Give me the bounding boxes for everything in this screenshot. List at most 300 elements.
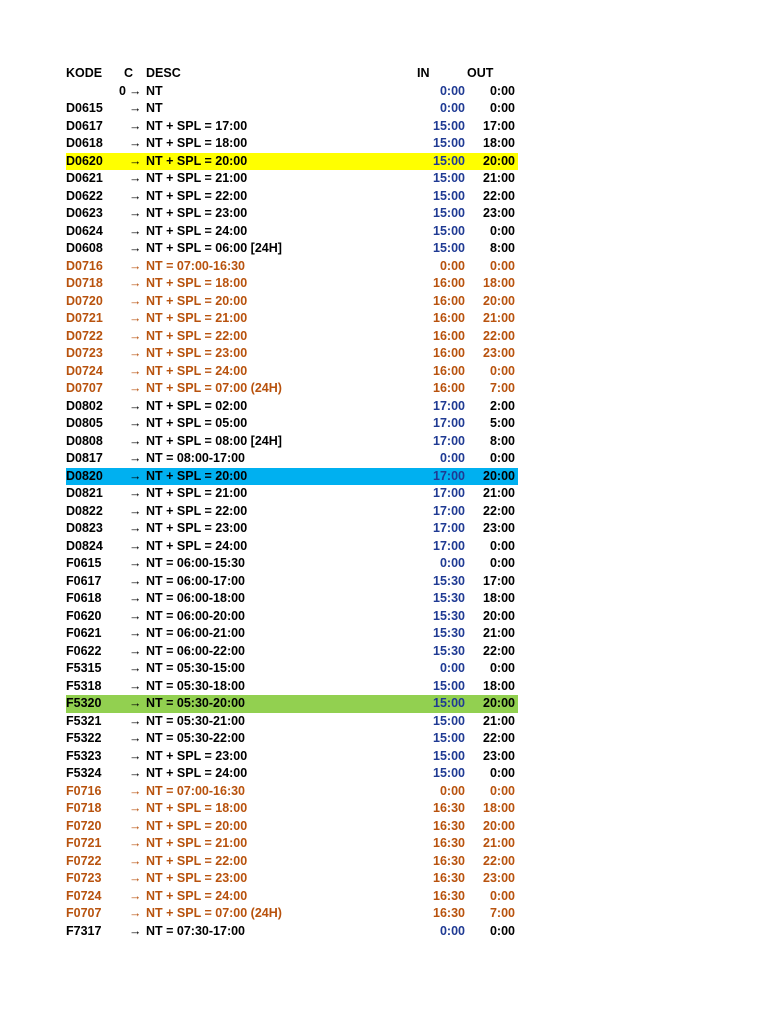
- in-time-cell: 0:00: [439, 923, 465, 938]
- out-time-cell: 22:00: [483, 853, 515, 868]
- out-time-cell: 0:00: [489, 766, 515, 780]
- desc-cell: NT + SPL = 24:00: [146, 538, 248, 553]
- out-time-cell: 0:00: [489, 451, 515, 465]
- desc-cell: NT = 05:30-20:00: [146, 696, 246, 710]
- out-time-cell: 7:00: [489, 381, 515, 395]
- in-time-cell: 0:00: [439, 783, 465, 798]
- in-time-cell: 16:30: [433, 853, 465, 868]
- out-time-cell: 18:00: [483, 591, 515, 605]
- header-in: IN: [417, 66, 430, 80]
- desc-cell: NT + SPL = 24:00: [146, 766, 248, 780]
- in-time-cell: 16:30: [433, 818, 465, 833]
- table-row: [66, 468, 518, 486]
- desc-cell: NT + SPL = 21:00: [146, 486, 248, 500]
- in-time-cell: 15:00: [433, 241, 465, 255]
- in-time-cell: 15:00: [433, 136, 465, 150]
- desc-cell: NT + SPL = 23:00: [146, 206, 248, 220]
- arrow-right-icon: →: [129, 626, 142, 640]
- out-time-cell: 0:00: [489, 783, 515, 798]
- table-row: [66, 800, 518, 818]
- arrow-right-icon: →: [129, 906, 142, 920]
- in-time-cell: 15:00: [433, 188, 465, 203]
- kode-cell: F5324: [66, 766, 102, 780]
- desc-cell: NT + SPL = 22:00: [146, 328, 248, 343]
- in-time-cell: 0:00: [439, 451, 465, 465]
- kode-cell: D0622: [66, 188, 103, 203]
- table-row: [66, 555, 518, 573]
- in-time-cell: 15:00: [433, 713, 465, 728]
- out-time-cell: 8:00: [489, 241, 515, 255]
- kode-cell: F0615: [66, 556, 102, 570]
- arrow-right-icon: →: [129, 346, 142, 360]
- out-time-cell: 8:00: [489, 433, 515, 448]
- arrow-right-icon: →: [129, 538, 142, 553]
- arrow-right-icon: →: [129, 731, 142, 745]
- table-row: [66, 608, 518, 626]
- arrow-right-icon: →: [129, 696, 142, 710]
- desc-cell: NT + SPL = 17:00: [146, 118, 248, 133]
- in-time-cell: 15:00: [433, 171, 465, 185]
- in-time-cell: 16:00: [433, 381, 465, 395]
- table-row: [66, 888, 518, 906]
- out-time-cell: 21:00: [483, 311, 515, 325]
- table-row: [66, 258, 518, 276]
- table-row: [66, 415, 518, 433]
- in-time-cell: 16:00: [433, 363, 465, 378]
- kode-cell: D0805: [66, 416, 103, 430]
- table-row: [66, 310, 518, 328]
- arrow-right-icon: →: [129, 206, 142, 220]
- out-time-cell: 17:00: [483, 573, 515, 588]
- in-time-cell: 16:30: [433, 888, 465, 903]
- desc-cell: NT + SPL = 05:00: [146, 416, 248, 430]
- desc-cell: NT = 06:00-22:00: [146, 643, 246, 658]
- arrow-right-icon: →: [129, 276, 142, 290]
- out-time-cell: 0:00: [489, 923, 515, 938]
- in-time-cell: 15:00: [433, 678, 465, 693]
- in-time-cell: 0:00: [439, 83, 465, 98]
- in-time-cell: 0:00: [439, 556, 465, 570]
- desc-cell: NT = 07:30-17:00: [146, 923, 246, 938]
- arrow-right-icon: →: [129, 661, 142, 675]
- desc-cell: NT + SPL = 23:00: [146, 871, 248, 885]
- arrow-right-icon: →: [129, 836, 142, 850]
- arrow-right-icon: →: [129, 923, 142, 938]
- desc-cell: NT = 06:00-15:30: [146, 556, 246, 570]
- out-time-cell: 21:00: [483, 486, 515, 500]
- arrow-right-icon: →: [129, 258, 142, 273]
- kode-cell: F5320: [66, 696, 102, 710]
- table-row: [66, 853, 518, 871]
- out-time-cell: 22:00: [483, 328, 515, 343]
- table-row: [66, 678, 518, 696]
- out-time-cell: 0:00: [489, 223, 515, 238]
- in-time-cell: 15:00: [433, 696, 465, 710]
- in-time-cell: 16:00: [433, 293, 465, 308]
- out-time-cell: 18:00: [483, 801, 515, 815]
- table-row: [66, 118, 518, 136]
- out-time-cell: 23:00: [483, 206, 515, 220]
- kode-cell: D0721: [66, 311, 103, 325]
- arrow-right-icon: →: [129, 678, 142, 693]
- desc-cell: NT = 07:00-16:30: [146, 258, 246, 273]
- in-time-cell: 15:30: [433, 591, 465, 605]
- desc-cell: NT + SPL = 22:00: [146, 853, 248, 868]
- in-time-cell: 16:00: [433, 346, 465, 360]
- arrow-right-icon: →: [129, 591, 142, 605]
- out-time-cell: 0:00: [489, 363, 515, 378]
- out-time-cell: 5:00: [489, 416, 515, 430]
- arrow-right-icon: →: [129, 118, 142, 133]
- in-time-cell: 0:00: [439, 258, 465, 273]
- kode-cell: F0716: [66, 783, 102, 798]
- kode-cell: D0722: [66, 328, 103, 343]
- table-row: [66, 643, 518, 661]
- kode-cell: D0624: [66, 223, 103, 238]
- table-row: [66, 328, 518, 346]
- table-row: [66, 205, 518, 223]
- arrow-right-icon: →: [129, 153, 142, 168]
- out-time-cell: 23:00: [483, 346, 515, 360]
- table-row: [66, 695, 518, 713]
- header-c: C: [124, 66, 134, 80]
- table-row: [66, 223, 518, 241]
- arrow-right-icon: →: [129, 486, 142, 500]
- table-row: [66, 923, 518, 941]
- kode-cell: F0621: [66, 626, 102, 640]
- table-row: [66, 380, 518, 398]
- kode-cell: D0808: [66, 433, 103, 448]
- table-row: [66, 818, 518, 836]
- kode-cell: D0822: [66, 503, 103, 518]
- desc-cell: NT + SPL = 23:00: [146, 346, 248, 360]
- in-time-cell: 15:00: [433, 748, 465, 763]
- table-row: [66, 450, 518, 468]
- arrow-right-icon: →: [129, 188, 142, 203]
- kode-cell: F0707: [66, 906, 102, 920]
- table-row: [66, 520, 518, 538]
- header-out: OUT: [467, 66, 494, 80]
- desc-cell: NT + SPL = 22:00: [146, 503, 248, 518]
- table-row: [66, 748, 518, 766]
- kode-cell: F0617: [66, 573, 102, 588]
- table-row: [66, 783, 518, 801]
- arrow-right-icon: →: [129, 521, 142, 535]
- in-time-cell: 15:00: [433, 766, 465, 780]
- out-time-cell: 0:00: [489, 538, 515, 553]
- arrow-right-icon: →: [129, 713, 142, 728]
- arrow-right-icon: →: [129, 468, 142, 483]
- arrow-right-icon: →: [129, 223, 142, 238]
- desc-cell: NT + SPL = 23:00: [146, 521, 248, 535]
- kode-cell: F0722: [66, 853, 102, 868]
- kode-cell: F0723: [66, 871, 102, 885]
- arrow-right-icon: →: [129, 818, 142, 833]
- arrow-right-icon: →: [129, 241, 142, 255]
- out-time-cell: 22:00: [483, 731, 515, 745]
- header-kode: KODE: [66, 66, 103, 80]
- kode-cell: D0618: [66, 136, 103, 150]
- arrow-right-icon: →: [129, 573, 142, 588]
- kode-cell: D0821: [66, 486, 103, 500]
- arrow-right-icon: →: [129, 888, 142, 903]
- in-time-cell: 15:00: [433, 223, 465, 238]
- out-time-cell: 0:00: [489, 258, 515, 273]
- kode-cell: F5322: [66, 731, 102, 745]
- desc-cell: NT + SPL = 21:00: [146, 311, 248, 325]
- table-row: [66, 83, 518, 101]
- in-time-cell: 15:30: [433, 626, 465, 640]
- kode-cell: D0820: [66, 468, 103, 483]
- table-row: [66, 345, 518, 363]
- in-time-cell: 17:00: [433, 521, 465, 535]
- table-row: [66, 870, 518, 888]
- arrow-right-icon: →: [129, 136, 142, 150]
- arrow-right-icon: →: [129, 643, 142, 658]
- out-time-cell: 0:00: [489, 556, 515, 570]
- table-row: [66, 398, 518, 416]
- desc-cell: NT + SPL = 20:00: [146, 293, 248, 308]
- kode-cell: F5321: [66, 713, 102, 728]
- out-time-cell: 20:00: [483, 153, 515, 168]
- table-row: [66, 433, 518, 451]
- in-time-cell: 17:00: [433, 416, 465, 430]
- out-time-cell: 21:00: [483, 171, 515, 185]
- kode-cell: F0622: [66, 643, 102, 658]
- desc-cell: NT + SPL = 21:00: [146, 171, 248, 185]
- desc-cell: NT = 07:00-16:30: [146, 783, 246, 798]
- table-row: [66, 363, 518, 381]
- arrow-right-icon: →: [129, 853, 142, 868]
- kode-cell: D0615: [66, 101, 103, 115]
- desc-cell: NT + SPL = 23:00: [146, 748, 248, 763]
- out-time-cell: 20:00: [483, 293, 515, 308]
- desc-cell: NT + SPL = 08:00 [24H]: [146, 433, 282, 448]
- kode-cell: D0724: [66, 363, 103, 378]
- out-time-cell: 17:00: [483, 118, 515, 133]
- out-time-cell: 2:00: [489, 398, 515, 413]
- out-time-cell: 18:00: [483, 276, 515, 290]
- header-desc: DESC: [146, 66, 181, 80]
- arrow-right-icon: →: [129, 381, 142, 395]
- kode-cell: D0621: [66, 171, 103, 185]
- arrow-right-icon: →: [129, 398, 142, 413]
- table-row: [66, 240, 518, 258]
- in-time-cell: 17:00: [433, 398, 465, 413]
- desc-cell: NT + SPL = 18:00: [146, 136, 248, 150]
- table-row: [66, 538, 518, 556]
- in-time-cell: 15:30: [433, 573, 465, 588]
- out-time-cell: 20:00: [483, 696, 515, 710]
- arrow-right-icon: →: [129, 293, 142, 308]
- desc-cell: NT = 06:00-20:00: [146, 608, 246, 623]
- out-time-cell: 22:00: [483, 503, 515, 518]
- arrow-right-icon: →: [129, 83, 142, 98]
- desc-cell: NT = 06:00-21:00: [146, 626, 246, 640]
- desc-cell: NT: [146, 83, 163, 98]
- out-time-cell: 20:00: [483, 608, 515, 623]
- arrow-right-icon: →: [129, 783, 142, 798]
- table-body: [66, 83, 518, 941]
- kode-cell: F0720: [66, 818, 102, 833]
- in-time-cell: 17:00: [433, 538, 465, 553]
- in-time-cell: 0:00: [439, 661, 465, 675]
- table-row: [66, 660, 518, 678]
- kode-cell: D0620: [66, 153, 103, 168]
- arrow-right-icon: →: [129, 451, 142, 465]
- desc-cell: NT = 08:00-17:00: [146, 451, 246, 465]
- desc-cell: NT + SPL = 18:00: [146, 276, 248, 290]
- out-time-cell: 20:00: [483, 818, 515, 833]
- desc-cell: NT + SPL = 07:00 (24H): [146, 381, 282, 395]
- out-time-cell: 21:00: [483, 713, 515, 728]
- table-row: [66, 625, 518, 643]
- table-row: [66, 153, 518, 171]
- arrow-right-icon: →: [129, 363, 142, 378]
- out-time-cell: 0:00: [489, 888, 515, 903]
- out-time-cell: 0:00: [489, 661, 515, 675]
- desc-cell: NT + SPL = 06:00 [24H]: [146, 241, 282, 255]
- in-time-cell: 16:30: [433, 906, 465, 920]
- kode-cell: D0718: [66, 276, 103, 290]
- kode-cell: D0720: [66, 293, 103, 308]
- in-time-cell: 0:00: [439, 101, 465, 115]
- table-row: [66, 100, 518, 118]
- in-time-cell: 17:00: [433, 468, 465, 483]
- kode-cell: F0721: [66, 836, 102, 850]
- out-time-cell: 18:00: [483, 136, 515, 150]
- arrow-right-icon: →: [129, 748, 142, 763]
- in-time-cell: 15:00: [433, 153, 465, 168]
- table-row: [66, 135, 518, 153]
- table-row: [66, 765, 518, 783]
- out-time-cell: 22:00: [483, 188, 515, 203]
- kode-cell: D0824: [66, 538, 103, 553]
- out-time-cell: 18:00: [483, 678, 515, 693]
- desc-cell: NT + SPL = 20:00: [146, 153, 248, 168]
- arrow-right-icon: →: [129, 871, 142, 885]
- arrow-right-icon: →: [129, 556, 142, 570]
- desc-cell: NT = 05:30-21:00: [146, 713, 246, 728]
- table-header: [66, 65, 518, 83]
- in-time-cell: 15:30: [433, 643, 465, 658]
- in-time-cell: 16:00: [433, 311, 465, 325]
- arrow-right-icon: →: [129, 101, 142, 115]
- kode-cell: D0608: [66, 241, 103, 255]
- kode-cell: D0817: [66, 451, 103, 465]
- desc-cell: NT + SPL = 02:00: [146, 398, 248, 413]
- in-time-cell: 16:30: [433, 836, 465, 850]
- desc-cell: NT = 05:30-15:00: [146, 661, 246, 675]
- arrow-right-icon: →: [129, 328, 142, 343]
- out-time-cell: 21:00: [483, 626, 515, 640]
- out-time-cell: 20:00: [483, 468, 515, 483]
- table-row: [66, 713, 518, 731]
- out-time-cell: 23:00: [483, 871, 515, 885]
- in-time-cell: 17:00: [433, 503, 465, 518]
- c-cell: 0: [119, 83, 126, 98]
- table-row: [66, 905, 518, 923]
- table-row: [66, 485, 518, 503]
- out-time-cell: 0:00: [489, 101, 515, 115]
- table-row: [66, 730, 518, 748]
- table-row: [66, 188, 518, 206]
- kode-cell: D0617: [66, 118, 103, 133]
- kode-cell: D0823: [66, 521, 103, 535]
- desc-cell: NT + SPL = 24:00: [146, 888, 248, 903]
- desc-cell: NT = 05:30-22:00: [146, 731, 246, 745]
- kode-cell: F5315: [66, 661, 102, 675]
- kode-cell: D0716: [66, 258, 103, 273]
- in-time-cell: 16:00: [433, 328, 465, 343]
- in-time-cell: 16:30: [433, 801, 465, 815]
- arrow-right-icon: →: [129, 311, 142, 325]
- out-time-cell: 0:00: [489, 83, 515, 98]
- in-time-cell: 15:00: [433, 731, 465, 745]
- arrow-right-icon: →: [129, 801, 142, 815]
- shift-code-table: [66, 65, 518, 940]
- in-time-cell: 16:00: [433, 276, 465, 290]
- in-time-cell: 17:00: [433, 433, 465, 448]
- in-time-cell: 16:30: [433, 871, 465, 885]
- table-row: [66, 835, 518, 853]
- arrow-right-icon: →: [129, 766, 142, 780]
- kode-cell: F5323: [66, 748, 102, 763]
- table-row: [66, 573, 518, 591]
- kode-cell: D0723: [66, 346, 103, 360]
- out-time-cell: 22:00: [483, 643, 515, 658]
- table-row: [66, 170, 518, 188]
- kode-cell: D0802: [66, 398, 103, 413]
- in-time-cell: 15:30: [433, 608, 465, 623]
- table-row: [66, 503, 518, 521]
- desc-cell: NT + SPL = 22:00: [146, 188, 248, 203]
- desc-cell: NT + SPL = 20:00: [146, 468, 248, 483]
- kode-cell: F0718: [66, 801, 102, 815]
- arrow-right-icon: →: [129, 171, 142, 185]
- desc-cell: NT: [146, 101, 163, 115]
- in-time-cell: 15:00: [433, 118, 465, 133]
- kode-cell: F7317: [66, 923, 102, 938]
- kode-cell: F0618: [66, 591, 102, 605]
- out-time-cell: 21:00: [483, 836, 515, 850]
- desc-cell: NT + SPL = 24:00: [146, 363, 248, 378]
- desc-cell: NT + SPL = 20:00: [146, 818, 248, 833]
- kode-cell: D0707: [66, 381, 103, 395]
- kode-cell: D0623: [66, 206, 103, 220]
- kode-cell: F0724: [66, 888, 102, 903]
- out-time-cell: 23:00: [483, 748, 515, 763]
- table-row: [66, 293, 518, 311]
- out-time-cell: 7:00: [489, 906, 515, 920]
- desc-cell: NT = 06:00-18:00: [146, 591, 246, 605]
- kode-cell: F5318: [66, 678, 102, 693]
- desc-cell: NT + SPL = 07:00 (24H): [146, 906, 282, 920]
- desc-cell: NT = 05:30-18:00: [146, 678, 246, 693]
- desc-cell: NT + SPL = 24:00: [146, 223, 248, 238]
- in-time-cell: 17:00: [433, 486, 465, 500]
- kode-cell: F0620: [66, 608, 102, 623]
- arrow-right-icon: →: [129, 433, 142, 448]
- table-row: [66, 590, 518, 608]
- arrow-right-icon: →: [129, 608, 142, 623]
- out-time-cell: 23:00: [483, 521, 515, 535]
- in-time-cell: 15:00: [433, 206, 465, 220]
- desc-cell: NT + SPL = 21:00: [146, 836, 248, 850]
- desc-cell: NT = 06:00-17:00: [146, 573, 246, 588]
- arrow-right-icon: →: [129, 503, 142, 518]
- arrow-right-icon: →: [129, 416, 142, 430]
